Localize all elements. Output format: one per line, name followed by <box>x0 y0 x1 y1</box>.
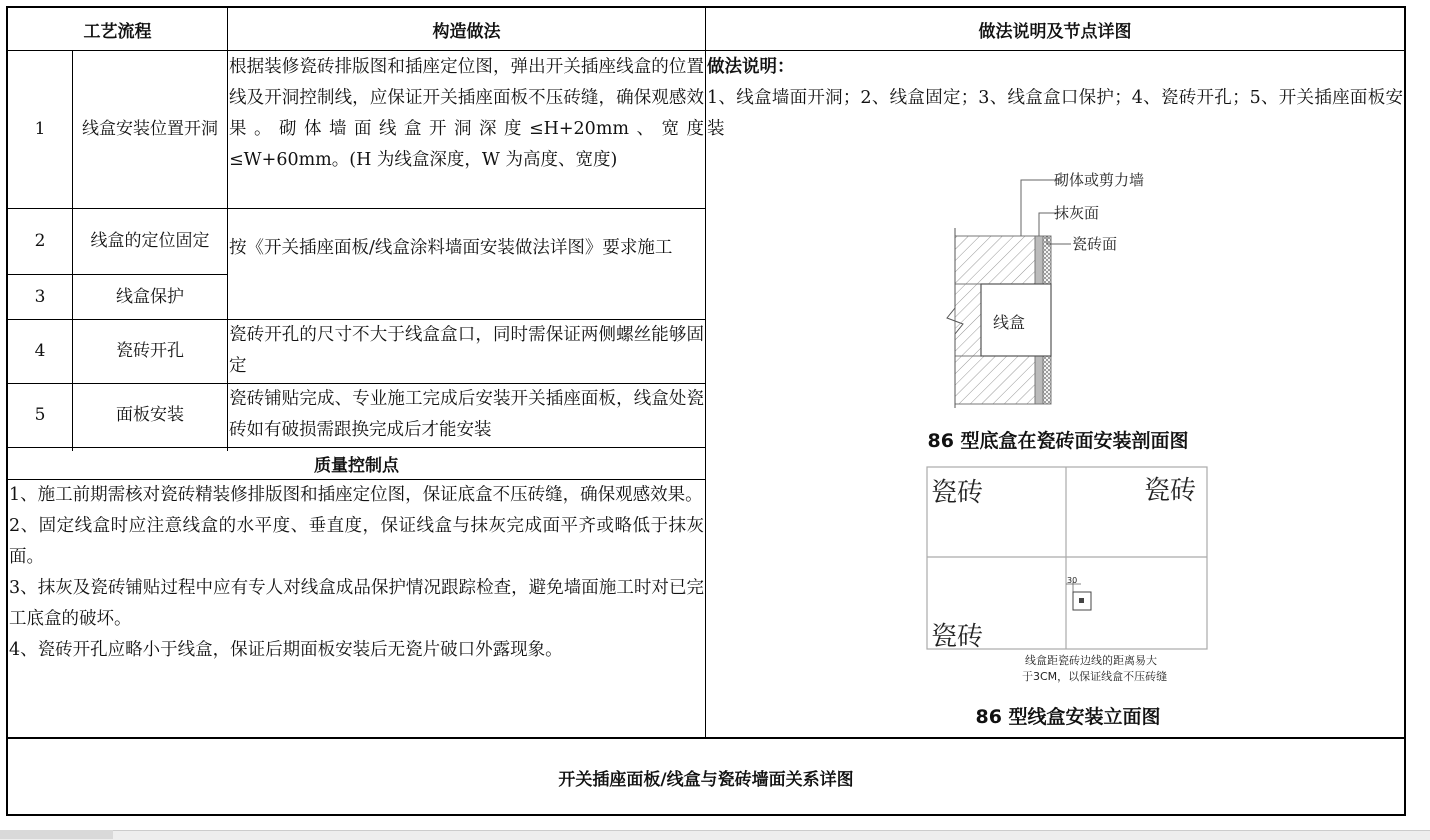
header-explain: 做法说明及节点详图 <box>978 21 1132 42</box>
quality-item-2: 2、固定线盒时应注意线盒的水平度、垂直度，保证线盒与抹灰完成面平齐或略低于抹灰面。 <box>9 516 704 567</box>
dim-label: 30 <box>1067 576 1078 585</box>
plaster-upper <box>1035 236 1043 284</box>
section-caption: 86 型底盒在瓷砖面安装剖面图 <box>927 430 1189 452</box>
elevation-caption: 86 型线盒安装立面图 <box>975 706 1161 728</box>
label-tile: 瓷砖面 <box>1072 235 1118 253</box>
plaster-lower <box>1035 356 1043 404</box>
explanation-label: 做法说明： <box>707 57 795 77</box>
sheet-tab-nav[interactable] <box>0 830 113 839</box>
header-process: 工艺流程 <box>83 21 152 42</box>
step-5-name: 面板安装 <box>116 405 184 425</box>
quality-item-3: 3、抹灰及瓷砖铺贴过程中应有专人对线盒成品保护情况跟踪检查，避免墙面施工时对已完工底盒的破坏。 <box>9 578 704 629</box>
step-3-number: 3 <box>34 286 46 307</box>
quality-title: 质量控制点 <box>314 456 399 476</box>
label-plaster: 抹灰面 <box>1054 204 1100 222</box>
section-diagram <box>933 158 1173 408</box>
detail-sheet <box>6 6 1406 816</box>
wall-lower <box>955 356 1035 404</box>
explanation <box>706 52 1404 148</box>
step-5-number: 5 <box>34 405 46 425</box>
quality-item-1: 1、施工前期需核对瓷砖精装修排版图和插座定位图，保证底盒不压砖缝，确保观感效果。 <box>9 485 703 505</box>
step-1-name: 线盒安装位置开洞 <box>82 119 218 139</box>
elevation-note-line-1: 线盒距瓷砖边线的距离易大 <box>1025 654 1157 667</box>
wall-upper <box>955 236 1035 284</box>
step-5-method: 瓷砖铺贴完成、专业施工完成后安装开关插座面板，线盒处瓷砖如有破损需跟换完成后才能安装 <box>229 389 704 440</box>
elevation-note-line-2: 于3CM，以保证线盒不压砖缝 <box>1022 670 1168 683</box>
tile-label-bottom-left: 瓷砖 <box>931 622 984 652</box>
box-dot <box>1079 598 1084 603</box>
tile-label-top-left: 瓷砖 <box>931 478 984 508</box>
step-1-method: 根据装修瓷砖排版图和插座定位图，弹出开关插座线盒的位置线及开洞控制线，应保证开关插座面板不压砖缝，确保观感效果。砌体墙面线盒开洞深度≤H+20mm、宽度≤W+60mm。(H 为线盒深度，W 为高度、宽度) <box>229 57 704 170</box>
step-2-number: 2 <box>34 231 46 251</box>
step-4-number: 4 <box>34 341 46 361</box>
quality-list <box>8 480 705 736</box>
explanation-text: 1、线盒墙面开洞；2、线盒固定；3、线盒盒口保护；4、瓷砖开孔；5、开关插座面板安装 <box>707 88 1403 139</box>
label-box: 线盒 <box>993 313 1026 332</box>
step-2-name: 线盒的定位固定 <box>90 231 210 251</box>
tile-label-top-right: 瓷砖 <box>1144 476 1197 506</box>
quality-item-4: 4、瓷砖开孔应略小于线盒，保证后期面板安装后无瓷片破口外露现象。 <box>9 640 563 660</box>
wall-middle <box>955 284 981 356</box>
footer-title: 开关插座面板/线盒与瓷砖墙面关系详图 <box>558 770 854 790</box>
tile-lower <box>1043 356 1051 404</box>
step-2-3-method: 按《开关插座面板/线盒涂料墙面安装做法详图》要求施工 <box>229 238 673 258</box>
step-4-method: 瓷砖开孔的尺寸不大于线盒盒口，同时需保证两侧螺丝能够固定 <box>229 325 704 376</box>
step-3-name: 线盒保护 <box>116 286 184 307</box>
step-4-name: 瓷砖开孔 <box>116 341 184 361</box>
step-1-number: 1 <box>34 119 46 139</box>
label-wall: 砌体或剪力墙 <box>1054 171 1145 189</box>
header-method: 构造做法 <box>432 21 501 42</box>
